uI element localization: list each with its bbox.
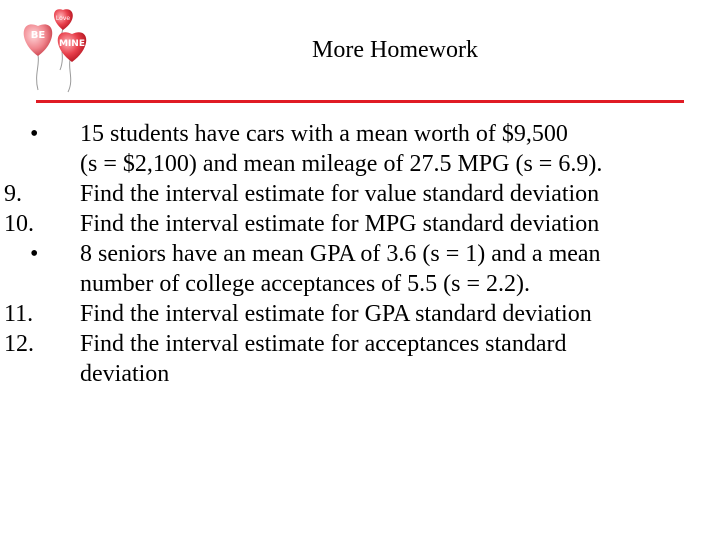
- number-marker: 12.: [4, 331, 34, 357]
- list-item-line: deviation: [80, 361, 170, 387]
- list-item-line: Find the interval estimate for value standard deviation: [80, 181, 600, 207]
- list-item-line: 15 students have cars with a mean worth of $9,500: [80, 121, 568, 147]
- list-item-line: 8 seniors have an mean GPA of 3.6 (s = 1) and a mean: [80, 241, 601, 267]
- list-item-line: Find the interval estimate for acceptances standard: [80, 331, 567, 357]
- list-item-line: (s = $2,100) and mean mileage of 27.5 MPG (s = 6.9).: [80, 151, 603, 177]
- list-item-seniors-info: [0, 239, 720, 299]
- list-item-line: number of college acceptances of 5.5 (s = 2.2).: [80, 271, 531, 297]
- balloon-be-text: BE: [30, 30, 46, 41]
- list-item-9: [0, 179, 720, 209]
- list-item-line: Find the interval estimate for MPG standard deviation: [80, 211, 600, 237]
- list-item-11: [0, 299, 720, 329]
- number-marker: 11.: [4, 301, 34, 327]
- number-marker: 9.: [4, 181, 22, 207]
- list-item-cars-info: [0, 119, 720, 179]
- list-item-12: [0, 329, 720, 389]
- balloon-love-text: Love: [55, 15, 71, 22]
- list-item-10: [0, 209, 720, 239]
- list-item-line: Find the interval estimate for GPA standard deviation: [80, 301, 592, 327]
- homework-list: [0, 119, 720, 389]
- bullet-marker: •: [30, 241, 39, 267]
- number-marker: 10.: [4, 211, 34, 237]
- balloon-mine-text: MINE: [59, 39, 85, 49]
- title-divider: [36, 100, 684, 103]
- bullet-marker: •: [30, 121, 39, 147]
- slide-title: More Homework: [312, 37, 478, 63]
